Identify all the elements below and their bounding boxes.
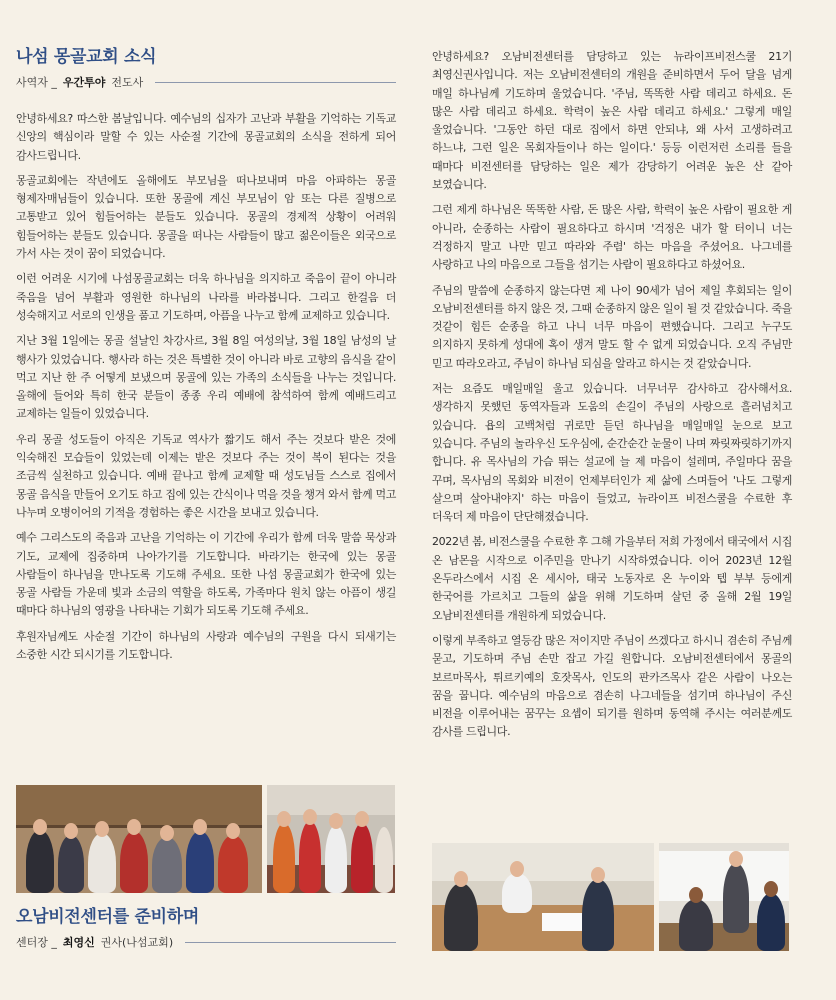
section2-title: 오남비전센터를 준비하며: [16, 907, 199, 927]
section1-paragraph-3: 이런 어려운 시기에 나섬몽골교회는 더욱 하나님을 의지하고 죽음이 끝이 아니라 죽음을 넘어 부활과 영원한 하나님의 나라를 바라봅니다. 그리고 한걸음 더 성숙해지고 서로의 인생을 품고 기도하며, 아픔을 나누고 함께 교제하고 있습니다.: [16, 272, 396, 322]
byline-divider: [155, 82, 396, 83]
section2-header: [16, 906, 396, 950]
section2-byline-suffix: 권사(나섬교회): [100, 936, 174, 949]
section1-paragraph-1: 안녕하세요? 따스한 봄날입니다. 예수님의 십자가 고난과 부활을 기억하는 기독교 신앙의 핵심이라 말할 수 있는 사순절 기간에 몽골교회의 소식을 전하게 되어 감사드립니다.: [16, 112, 396, 162]
byline-divider: [185, 942, 396, 943]
right-column: [432, 48, 792, 749]
mongolian-church-event-photo: [267, 785, 395, 893]
section2-byline-role: 센터장 _: [16, 936, 57, 949]
section1-paragraph-6: 예수 그리스도의 죽음과 고난을 기억하는 이 기간에 우리가 함께 더욱 말씀 묵상과 기도, 교제에 집중하며 나아가기를 기도합니다. 바라기는 한국에 있는 몽골 사람들이 하나님을 만나도록 기도해 주세요. 또한 나섬 몽골교회가 한국에 있는 몽골 사람들 가운데 빛과 소금의 역할을 하도록, 가족마다 원치 않는 아픔이 생길 때마다 하나님의 영광을 나타내는 기회가 되도록 기도해 주세요.: [16, 531, 396, 618]
section1-paragraph-4: 지난 3월 1일에는 몽골 설날인 차강사르, 3월 8일 여성의날, 3월 18일 남성의 날 행사가 있었습니다. 행사라 하는 것은 특별한 것이 아니라 바로 고향의 음식을 같이 먹고 지난 한 주 어떻게 보냈으며 몽골에 있는 가족의 소식들을 나누는 것입니다. 올해에 들어와 특히 한국 분들이 종종 우리 예배에 참석하여 함께 예배드리고 교제하는 일들이 있었습니다.: [16, 334, 396, 421]
section1-byline-role: 사역자 _: [16, 76, 57, 89]
section1-paragraph-5: 우리 몽골 성도들이 아직은 기독교 역사가 짧기도 해서 주는 것보다 받은 것에 익숙해진 모습들이 있었는데 이제는 받은 것보다 주는 것이 복이 된다는 것을 조금씩 실천하고 있습니다. 예배 끝나고 함께 교제할 때 성도님들 스스로 집에서 몽골 음식을 만들어 오기도 하고 집에 있는 간식이나 먹을 것을 챙겨 와서 함께 먹고 나누며 오병이어의 기적을 경험하는 좋은 시간을 보내고 있습니다.: [16, 432, 397, 519]
section2-byline: [16, 934, 396, 950]
section2-paragraph-3: 주님의 말씀에 순종하지 않는다면 제 나이 90세가 넘어 제일 후회되는 일이 오남비전센터를 하지 않은 것, 그때 순종하지 않은 일이 될 것 같았습니다. 죽을 것같이 힘든 순종을 하고 나니 너무 마음이 편했습니다. 그리고 누구도 의지하지 못하게 성대에 혹이 생겨 말도 할 수 없게 되었습니다. 오직 주님만 믿고 따라오라고, 주님이 하나님 되심을 알라고 하시는 것 같았습니다.: [432, 283, 792, 370]
vision-center-lesson-photo: [659, 843, 789, 951]
mongolian-church-group-photo: [16, 785, 262, 893]
left-column: [16, 0, 396, 671]
section2-byline-name: 최영신: [62, 936, 95, 949]
section2-paragraph-6: 이렇게 부족하고 열등감 많은 저이지만 주님이 쓰겠다고 하시니 겸손히 주님께 묻고, 기도하며 주님 손만 잡고 가길 원합니다. 오남비전센터에서 몽골의 보르마목사, 튀르키예의 호잣목사, 인도의 판카즈목사 같은 사람이 나오는 꿈을 꿉니다. 예수님의 마음으로 겸손히 나그네들을 섬기며 하나님이 주신 비전을 이루어내는 꿈꾸는 요셉이 되기를 원하며 동역해 주시는 여러분께도 감사를 드립니다.: [432, 633, 792, 739]
section2-paragraph-2: 그런 제게 하나님은 똑똑한 사람, 돈 많은 사람, 학력이 높은 사람이 필요한 게 아니라, 순종하는 사람이 필요하다고 하시며 '걱정은 내가 할 터이니 너는 걱정하지 말고 나만 믿고 따라와 주렴' 하는 마음을 주셨어요. 나그네를 사랑하고 나의 마음으로 그들을 섬기는 사람이 필요하다고 하셨어요.: [432, 203, 792, 272]
section1-paragraph-7: 후원자님께도 사순절 기간이 하나님의 사랑과 예수님의 구원을 다시 되새기는 소중한 시간 되시기를 기도합니다.: [16, 629, 396, 662]
section2-paragraph-5: 2022년 봄, 비전스쿨을 수료한 후 그해 가을부터 저희 가정에서 태국에서 시집 온 남몬을 시작으로 이주민을 만나기 시작하였습니다. 이어 2023년 12월 온두라스에서 시집 온 세시아, 태국 노동자로 온 누이와 텝 부부 등에게 한국어를 가르치고 그들의 삶을 위해 기도하며 살던 중 올해 2월 19일 오남비전센터를 개원하게 되었습니다.: [432, 535, 792, 622]
section1-byline-name: 우간투야: [62, 76, 106, 89]
section2-paragraph-1: 안녕하세요? 오남비전센터를 담당하고 있는 뉴라이프비전스쿨 21기 최영신권사입니다. 저는 오남비전센터의 개원을 준비하면서 두어 달을 넘게 매일 하나님께 기도하며 울었습니다. '주님, 똑똑한 사람 데리고 하세요. 돈 많은 사람 데리고 하세요. 학력이 높은 사람 데리고 하세요.' 그렇게 매일 울었습니다. '그동안 하던 대로 집에서 하면 안되냐, 왜 사서 고생하려고 하느냐, 그런 일은 목회자들이나 하는 일이다.' 등등 이런저런 소리를 들을 때마다 비전센터를 담당하는 일은 제가 감당하기 어려운 높은 산 같아 보였습니다.: [432, 50, 792, 192]
section1-paragraph-2: 몽골교회에는 작년에도 올해에도 부모님을 떠나보내며 마음 아파하는 몽골 형제자매님들이 있습니다. 또한 몽골에 계신 부모님이 암 또는 다른 질병으로 고통받고 있어 힘들어하는 분들도 있습니다. 몽골의 경제적 상황이 어려워 힘들어하는 분들도 있습니다. 몽골을 떠나는 사람들이 많고 젊은이들은 외국으로 가서 사는 것이 꿈이 되었습니다.: [16, 173, 396, 261]
section1-byline-suffix: 전도사: [111, 76, 144, 89]
vision-center-class-photo: [432, 843, 654, 951]
section2-paragraph-4: 저는 요즘도 매일매일 울고 있습니다. 너무너무 감사하고 감사해서요. 생각하지 못했던 동역자들과 도움의 손길이 주님의 사랑으로 흘러넘치고 있습니다. 욥의 고백처럼 귀로만 듣던 하나님을 매일매일 눈으로 보고 있습니다. 주님의 놀라우신 도우심에, 순간순간 눈물이 나며 짜릿짜릿하기까지 합니다. 유 목사님의 가슴 뛰는 설교에 늘 제 마음이 설레며, 주일마다 꿈을 꾸며, 목사님의 목회와 비전이 언제부터인가 제 삶에 스며들어 '나도 그렇게 살으며 살아내야지' 하는 마음이 들었고, 뉴라이프 비전스쿨을 수료한 후 더욱더 제 마음이 단단해졌습니다.: [432, 382, 792, 524]
section1-title: 나섬 몽골교회 소식: [16, 47, 157, 67]
section1-byline: [16, 74, 396, 90]
